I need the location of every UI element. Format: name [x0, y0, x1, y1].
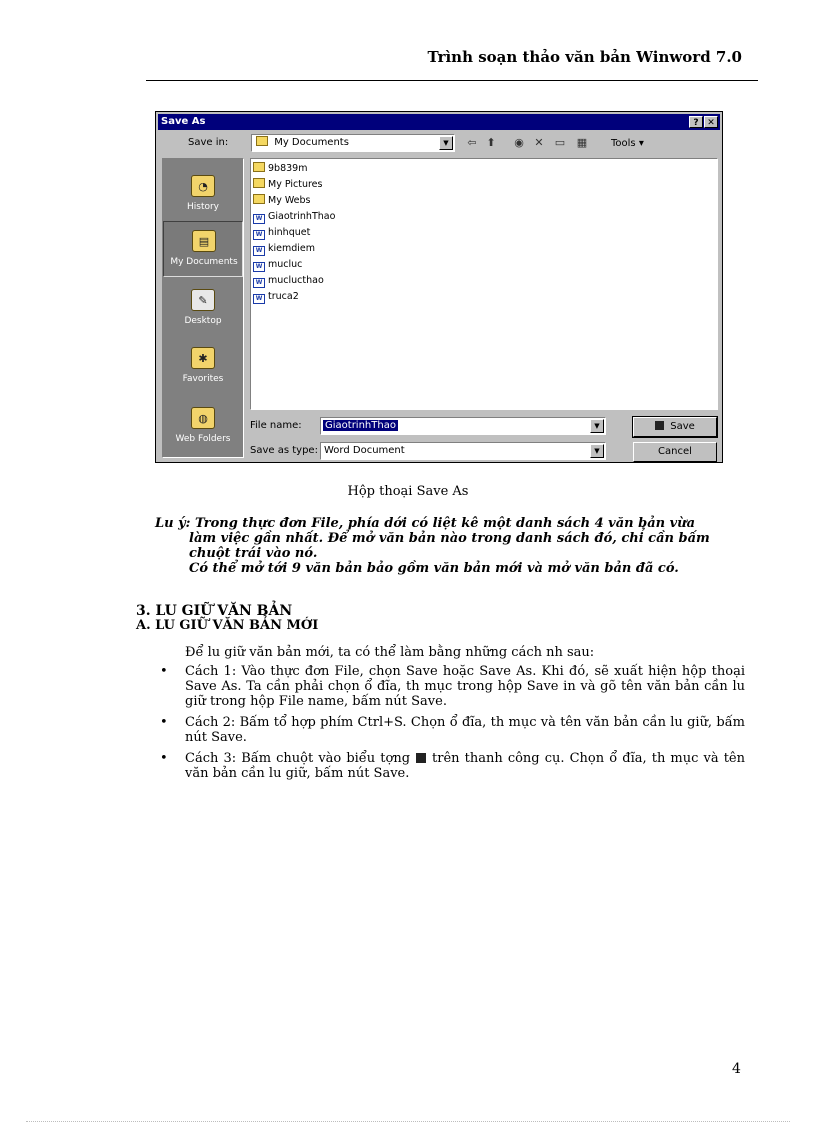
- note-line-2: làm việc gần nhất. Để mở văn bản nào trong danh sách đó, chỉ cần bấm: [189, 531, 710, 546]
- file-name: 9b839m: [268, 163, 308, 174]
- section-subheading: A. LU GIỮ VĂN BẢN MỚI: [136, 618, 319, 633]
- list-item[interactable]: [253, 241, 315, 256]
- history-icon: ◔: [191, 175, 215, 197]
- delete-icon[interactable]: ✕: [534, 136, 544, 149]
- file-name: muclucthao: [268, 275, 324, 286]
- save-as-type-label: Save as type:: [250, 445, 318, 456]
- word-document-icon: W: [253, 294, 265, 304]
- place-web-folders[interactable]: [163, 399, 243, 455]
- cancel-button[interactable]: Cancel: [633, 442, 717, 462]
- save-as-type-value: Word Document: [324, 445, 405, 456]
- note-line-1: Lu ý: Trong thực đơn File, phía dới có liệt kê một danh sách 4 văn bản vừa: [155, 516, 696, 531]
- folder-icon: [253, 178, 265, 188]
- file-name: mucluc: [268, 259, 303, 270]
- web-folders-icon: ◍: [191, 407, 215, 429]
- chevron-down-icon[interactable]: ▼: [590, 419, 604, 433]
- save-as-dialog: [155, 111, 723, 463]
- places-bar: [162, 158, 244, 458]
- list-item[interactable]: [253, 161, 307, 176]
- section-heading: 3. LU GIỮ VĂN BẢN: [136, 603, 293, 619]
- note-block: [155, 516, 745, 576]
- file-name: kiemdiem: [268, 243, 316, 254]
- my-documents-icon: ▤: [192, 230, 216, 252]
- word-document-icon: W: [253, 262, 265, 272]
- save-in-label: Save in:: [188, 137, 229, 148]
- place-my-documents[interactable]: [163, 221, 243, 277]
- bullet-text: Cách 1: Vào thực đơn File, chọn Save hoặc Save As. Khi đó, sẽ xuất hiện hộp thoại Save As. Ta cần phải chọn ổ đĩa, th mục trong hộp Save in và gõ tên văn bản cần lu giữ trong hộp File name, bấm nút Save.: [185, 664, 745, 709]
- save-button[interactable]: [633, 417, 717, 437]
- close-button[interactable]: ✕: [704, 116, 718, 128]
- list-item[interactable]: [253, 289, 299, 304]
- file-name: My Pictures: [268, 179, 323, 190]
- bullet-icon: •: [160, 664, 168, 679]
- page-number: 4: [732, 1061, 741, 1077]
- note-line-4: Có thể mở tới 9 văn bản bảo gồm văn bản mới và mở văn bản đã có.: [189, 561, 679, 576]
- chevron-down-icon[interactable]: ▼: [590, 444, 604, 458]
- file-name: GiaotrinhThao: [268, 211, 336, 222]
- save-as-type-dropdown[interactable]: [320, 442, 606, 460]
- save-in-dropdown[interactable]: [251, 134, 455, 152]
- file-name-label: File name:: [250, 420, 302, 431]
- file-name-value: GiaotrinhThao: [325, 420, 396, 431]
- save-button-label: Save: [670, 421, 695, 432]
- word-document-icon: W: [253, 278, 265, 288]
- file-name-input[interactable]: [320, 417, 606, 435]
- file-list[interactable]: [250, 158, 718, 410]
- folder-icon: [256, 136, 268, 146]
- section-intro: Để lu giữ văn bản mới, ta có thể làm bằng những cách nh sau:: [185, 645, 595, 660]
- desktop-icon: ✎: [191, 289, 215, 311]
- header-rule: [146, 80, 758, 81]
- figure-caption: Hộp thoại Save As: [347, 484, 469, 499]
- word-document-icon: W: [253, 246, 265, 256]
- place-favorites[interactable]: [163, 339, 243, 395]
- tools-menu[interactable]: Tools ▾: [611, 138, 644, 149]
- place-label: Favorites: [182, 374, 224, 384]
- list-item[interactable]: [253, 225, 310, 240]
- place-label: History: [186, 202, 220, 212]
- place-label: My Documents: [170, 257, 238, 267]
- bottom-rule: [26, 1121, 790, 1122]
- search-web-icon[interactable]: ◉: [514, 136, 524, 149]
- place-label: Desktop: [184, 316, 222, 326]
- list-item[interactable]: [253, 193, 311, 208]
- note-line-3: chuột trái vào nó.: [189, 546, 318, 561]
- folder-icon: [253, 194, 265, 204]
- list-item[interactable]: [253, 209, 335, 224]
- help-button[interactable]: ?: [689, 116, 703, 128]
- bullet-prefix: Cách 3: Bấm chuột vào biểu tợng: [185, 751, 411, 766]
- dialog-titlebar: [158, 114, 720, 130]
- word-document-icon: W: [253, 230, 265, 240]
- word-document-icon: W: [253, 214, 265, 224]
- new-folder-icon[interactable]: ▭: [554, 136, 566, 149]
- bullet-icon: •: [160, 751, 168, 766]
- chevron-down-icon[interactable]: ▼: [439, 136, 453, 150]
- file-name: truca2: [268, 291, 299, 302]
- folder-icon: [253, 162, 265, 172]
- list-item: [160, 751, 745, 781]
- list-item: [160, 715, 745, 745]
- dialog-title: Save As: [161, 116, 206, 127]
- file-name: My Webs: [268, 195, 311, 206]
- place-label: Web Folders: [175, 434, 231, 444]
- up-folder-icon[interactable]: ⬆: [486, 136, 496, 149]
- bullet-icon: •: [160, 715, 168, 730]
- floppy-disk-icon: [655, 421, 664, 430]
- file-name: hinhquet: [268, 227, 311, 238]
- bullet-text: trên thanh công cụ. Chọn ổ đĩa, th mục và tên văn bản cần lu giữ, bấm nút Save.: [185, 751, 745, 781]
- list-item[interactable]: [253, 177, 322, 192]
- save-icon: [416, 753, 426, 763]
- bullet-text: Cách 2: Bấm tổ hợp phím Ctrl+S. Chọn ổ đĩa, th mục và tên văn bản cần lu giữ, bấm nút Save.: [185, 715, 745, 745]
- views-icon[interactable]: ▦: [576, 136, 588, 149]
- list-item[interactable]: [253, 257, 302, 272]
- save-in-value: My Documents: [274, 137, 349, 148]
- back-icon[interactable]: ⇦: [467, 136, 477, 149]
- place-history[interactable]: [163, 167, 243, 223]
- page-header-title: Trình soạn thảo văn bản Winword 7.0: [427, 48, 742, 66]
- method-list: [160, 664, 745, 787]
- list-item[interactable]: [253, 273, 324, 288]
- place-desktop[interactable]: [163, 281, 243, 337]
- list-item: [160, 664, 745, 709]
- favorites-icon: ✱: [191, 347, 215, 369]
